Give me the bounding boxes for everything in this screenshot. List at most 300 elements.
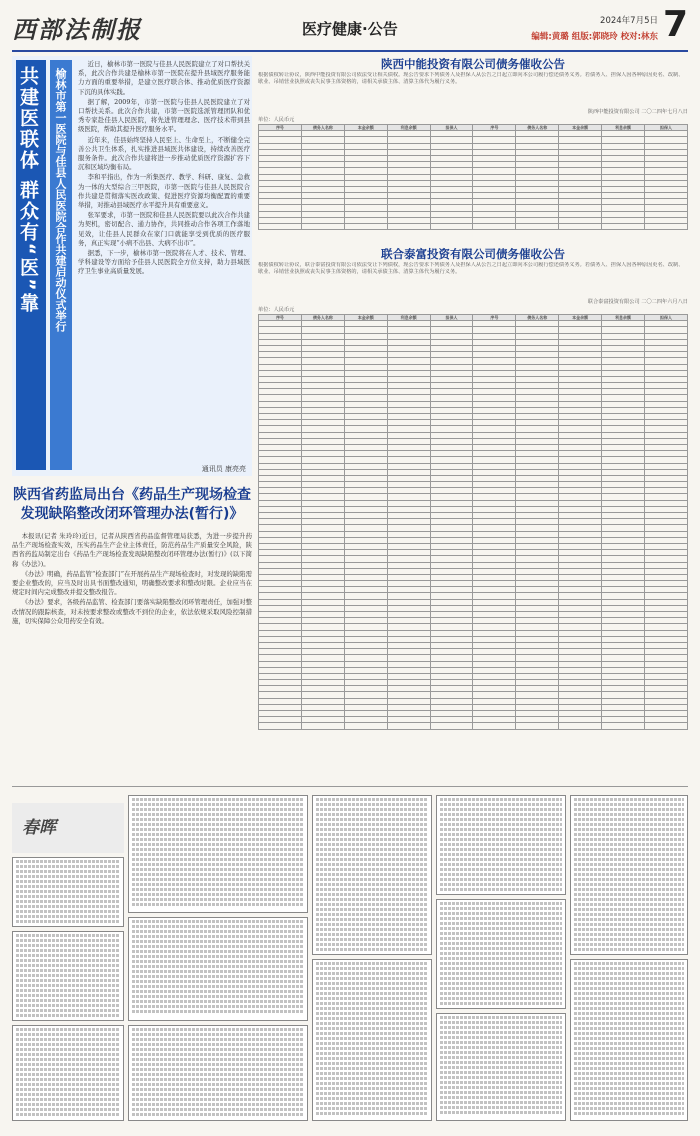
debt-table: [258, 124, 688, 230]
ad-text-line: [574, 1017, 684, 1020]
ad-text-line: [16, 1004, 120, 1007]
ad-text-line: [574, 1112, 684, 1115]
table-header: 债务人名称: [516, 315, 559, 321]
ad-text-line: [132, 1048, 304, 1051]
notice-intro: 根据债权转让协议，联合泰富投资有限公司依法受让下列债权，现公告要求下列债务人及担保人从公告之日起立即向本公司履行偿还债务义务。若债务人、担保人因各种原因更名、改制、歇业、吊销营业执照或丧失民事主体资格的，请相关承债主体、清算主体代为履行义务。: [258, 262, 684, 275]
article-body: [12, 532, 252, 772]
notice-table-wrap: [258, 314, 688, 754]
ad-text-line: [574, 1102, 684, 1105]
ad-text-line: [440, 1041, 562, 1044]
table-header: 序号: [473, 315, 516, 321]
table-cell: [473, 723, 516, 729]
ad-text-line: [574, 977, 684, 980]
ad-text-line: [316, 893, 428, 896]
table-cell: [344, 723, 387, 729]
ad-text-line: [574, 1042, 684, 1045]
ad-text-line: [132, 888, 304, 891]
ad-text-line: [132, 833, 304, 836]
ad-box: [12, 857, 124, 927]
ad-text-line: [440, 1091, 562, 1094]
notice-signature: 联合泰富投资有限公司 二〇二四年六月八日: [587, 299, 688, 305]
ad-text-line: [132, 803, 304, 806]
ad-text-line: [316, 1092, 428, 1095]
ad-text-line: [574, 853, 684, 856]
ad-text-line: [132, 975, 304, 978]
ad-text-line: [16, 974, 120, 977]
ad-text-line: [16, 1088, 120, 1091]
ad-text-line: [132, 920, 304, 923]
ad-text-line: [574, 1027, 684, 1030]
ad-text-line: [440, 967, 562, 970]
ad-text-line: [316, 848, 428, 851]
ad-text-line: [132, 1088, 304, 1091]
ad-text-line: [316, 933, 428, 936]
ad-text-line: [574, 928, 684, 931]
ad-text-line: [574, 838, 684, 841]
ad-text-line: [316, 828, 428, 831]
ad-text-line: [132, 818, 304, 821]
drug-regulation-article: [12, 486, 252, 776]
ad-text-line: [440, 912, 562, 915]
ad-text-line: [440, 1002, 562, 1005]
ad-text-line: [316, 908, 428, 911]
table-header: 本金余额: [559, 315, 602, 321]
ad-text-line: [574, 972, 684, 975]
ad-text-line: [316, 1072, 428, 1075]
ad-text-line: [16, 1043, 120, 1046]
article-headline: 陕西省药监局出台《药品生产现场检查发现缺陷整改闭环管理办法(暂行)》: [13, 487, 251, 522]
ad-text-line: [574, 1037, 684, 1040]
ad-text-line: [316, 923, 428, 926]
ad-text-line: [132, 798, 304, 801]
ad-text-line: [16, 1053, 120, 1056]
ad-text-line: [16, 915, 120, 918]
ad-text-line: [440, 838, 562, 841]
ad-text-line: [440, 888, 562, 891]
ad-text-line: [16, 1028, 120, 1031]
ad-text-line: [16, 1063, 120, 1066]
ad-text-line: [132, 843, 304, 846]
ad-text-line: [132, 935, 304, 938]
table-header: 序号: [473, 125, 516, 131]
ad-text-line: [316, 943, 428, 946]
ad-text-line: [440, 848, 562, 851]
page-number: 7: [662, 4, 688, 45]
debt-notice-1: [258, 56, 688, 236]
ad-text-line: [574, 1077, 684, 1080]
ad-box: [436, 795, 566, 895]
ad-text-line: [440, 972, 562, 975]
table-cell: [645, 224, 688, 230]
ad-text-line: [16, 1113, 120, 1116]
ad-text-line: [316, 833, 428, 836]
ad-text-line: [316, 823, 428, 826]
ad-text-line: [16, 1048, 120, 1051]
table-header: 序号: [259, 315, 302, 321]
ad-text-line: [132, 1043, 304, 1046]
ad-text-line: [132, 1098, 304, 1101]
ad-text-line: [440, 1036, 562, 1039]
ad-text-line: [132, 838, 304, 841]
ad-text-line: [574, 818, 684, 821]
ad-text-line: [132, 808, 304, 811]
ad-text-line: [16, 875, 120, 878]
ad-text-line: [132, 853, 304, 856]
ad-text-line: [16, 1078, 120, 1081]
ad-text-line: [132, 898, 304, 901]
ad-text-line: [132, 883, 304, 886]
ad-text-line: [440, 803, 562, 806]
ad-text-line: [132, 813, 304, 816]
ad-text-line: [132, 940, 304, 943]
ad-text-line: [132, 873, 304, 876]
ad-text-line: [440, 917, 562, 920]
hero-paragraph: 近年来，佳县始终坚持人民至上、生命至上，不断健全完善公共卫生体系，扎实推进县域医共体建设，持续改善医疗服务条件。此次合作共建将进一步推动优质医疗资源扩容下沉和区域均衡布局。: [78, 135, 250, 172]
ad-text-line: [316, 858, 428, 861]
ad-text-line: [574, 1007, 684, 1010]
ad-text-line: [132, 858, 304, 861]
hero-paragraph: 据了解，2009年，市第一医院与佳县人民医院建立了对口帮扶关系。此次合作共建，市第一医院选派管理团队和优秀专家赴佳县人民医院，将先进管理理念、医疗技术带到县级医院，帮助其提升医疗服务水平。: [78, 97, 250, 134]
ad-text-line: [440, 957, 562, 960]
ad-text-line: [16, 1098, 120, 1101]
hero-paragraph: 据悉，下一步，榆林市第一医院将在人才、技术、管理、学科建设等方面给予佳县人民医院全方位支持，助力县域医疗卫生事业高质量发展。: [78, 249, 250, 276]
ad-text-line: [574, 878, 684, 881]
table-header: 担保人: [645, 125, 688, 131]
ad-text-line: [132, 960, 304, 963]
ad-text-line: [316, 977, 428, 980]
ad-text-line: [440, 863, 562, 866]
ad-text-line: [440, 833, 562, 836]
ad-text-line: [574, 933, 684, 936]
ad-text-line: [132, 1083, 304, 1086]
table-header: 债务人名称: [301, 315, 344, 321]
ad-text-line: [316, 962, 428, 965]
table-header: 债务人名称: [301, 125, 344, 131]
ad-text-line: [440, 843, 562, 846]
ad-text-line: [132, 1053, 304, 1056]
ad-text-line: [574, 833, 684, 836]
ad-text-line: [440, 977, 562, 980]
ad-text-line: [16, 910, 120, 913]
table-cell: [602, 723, 645, 729]
ad-text-line: [574, 1032, 684, 1035]
ad-text-line: [574, 1087, 684, 1090]
ad-text-line: [574, 888, 684, 891]
ad-text-line: [440, 937, 562, 940]
ad-text-line: [574, 808, 684, 811]
editor-credits: 编辑:黄璐 组版:郭晓玲 校对:林东: [531, 32, 658, 42]
ad-text-line: [440, 853, 562, 856]
ad-box: [436, 899, 566, 1009]
ad-text-line: [440, 1096, 562, 1099]
ad-text-line: [316, 928, 428, 931]
ad-text-line: [132, 925, 304, 928]
ad-box: [570, 959, 688, 1121]
table-cell: [259, 224, 302, 230]
table-cell: [602, 224, 645, 230]
issue-date: 2024年7月5日: [600, 16, 658, 26]
ad-text-line: [16, 1073, 120, 1076]
notice-title: 联合泰富投资有限公司债务催收公告: [381, 247, 565, 261]
table-cell: [559, 224, 602, 230]
table-header: 利息余额: [602, 315, 645, 321]
ad-text-line: [574, 843, 684, 846]
ad-text-line: [16, 964, 120, 967]
ad-text-line: [440, 808, 562, 811]
ad-text-line: [16, 1009, 120, 1012]
ad-text-line: [574, 1092, 684, 1095]
ad-text-line: [574, 858, 684, 861]
ad-text-line: [316, 868, 428, 871]
table-header: 利息余额: [602, 125, 645, 131]
ad-text-line: [316, 913, 428, 916]
ad-text-line: [316, 1082, 428, 1085]
ad-text-line: [16, 900, 120, 903]
ad-text-line: [574, 1107, 684, 1110]
article-paragraph: 《办法》明确，药品监管“检查部门”在开展药品生产现场检查时，对发现的缺陷需要企业整改的，应当及时出具书面整改通知，明确整改要求和整改时限。企业应当在规定时间内完成整改并提交整改报告。: [12, 569, 252, 597]
ad-text-line: [132, 1113, 304, 1116]
ad-text-line: [16, 920, 120, 923]
ad-text-line: [440, 1081, 562, 1084]
ad-text-line: [316, 992, 428, 995]
ad-text-line: [574, 863, 684, 866]
ad-text-line: [440, 868, 562, 871]
ad-text-line: [16, 954, 120, 957]
ad-text-line: [574, 938, 684, 941]
ad-text-line: [574, 798, 684, 801]
ad-text-line: [132, 995, 304, 998]
ad-text-line: [574, 803, 684, 806]
table-row: [259, 723, 688, 729]
ad-text-line: [574, 813, 684, 816]
table-cell: [259, 723, 302, 729]
ad-text-line: [132, 950, 304, 953]
ad-text-line: [16, 979, 120, 982]
ad-text-line: [16, 895, 120, 898]
ad-text-line: [132, 863, 304, 866]
ad-text-line: [316, 1087, 428, 1090]
debt-notice-2: [258, 246, 688, 754]
ad-box: [12, 1025, 124, 1121]
ad-text-line: [132, 990, 304, 993]
ad-text-line: [316, 888, 428, 891]
ad-text-line: [132, 930, 304, 933]
ad-text-line: [132, 1033, 304, 1036]
ad-text-line: [574, 1062, 684, 1065]
ad-text-line: [316, 918, 428, 921]
notice-intro: 根据债权转让协议，陕西中能投资有限公司依法受让相关债权。现公告要求下列债务人及担保人从公告之日起立即向本公司履行偿还债务义务。若债务人、担保人因各种原因更名、改制、歇业、吊销营业执照或丧失民事主体资格的，请相关承债主体、清算主体代为履行义务。: [258, 72, 684, 85]
ad-text-line: [440, 932, 562, 935]
table-cell: [344, 224, 387, 230]
ad-text-line: [316, 1102, 428, 1105]
masthead: [12, 4, 688, 52]
ad-text-line: [440, 1046, 562, 1049]
ad-text-line: [574, 873, 684, 876]
ad-text-line: [574, 1082, 684, 1085]
ad-text-line: [574, 868, 684, 871]
table-header: 利息余额: [387, 125, 430, 131]
ad-text-line: [440, 878, 562, 881]
ad-text-line: [440, 962, 562, 965]
ad-text-line: [132, 1093, 304, 1096]
debt-table: [258, 314, 688, 730]
ad-text-line: [132, 1078, 304, 1081]
ad-text-line: [316, 798, 428, 801]
table-cell: [559, 723, 602, 729]
ad-text-line: [574, 898, 684, 901]
hero-paragraph: 近日，榆林市第一医院与佳县人民医院建立了对口帮扶关系，此次合作共建是榆林市第一医院在提升县域医疗服务能力方面的重要举措，是建立医疗联合体、推动优质医疗资源下沉的具体实践。: [78, 60, 250, 96]
ad-text-line: [574, 908, 684, 911]
ad-text-line: [16, 1108, 120, 1111]
ad-text-line: [132, 1073, 304, 1076]
table-cell: [387, 723, 430, 729]
table-header: 本金余额: [344, 315, 387, 321]
ad-text-line: [574, 967, 684, 970]
table-cell: [473, 224, 516, 230]
ad-text-line: [132, 1000, 304, 1003]
ad-text-line: [132, 1058, 304, 1061]
ad-text-line: [16, 865, 120, 868]
ad-text-line: [16, 949, 120, 952]
ad-text-line: [574, 1052, 684, 1055]
ad-text-line: [440, 1076, 562, 1079]
ad-text-line: [440, 922, 562, 925]
ad-box: [312, 795, 432, 955]
table-header: 本金余额: [559, 125, 602, 131]
ad-text-line: [316, 948, 428, 951]
table-header: 利息余额: [387, 315, 430, 321]
ad-text-line: [132, 970, 304, 973]
ad-text-line: [316, 898, 428, 901]
ad-text-line: [16, 1068, 120, 1071]
ad-text-line: [574, 997, 684, 1000]
classified-ads: [12, 786, 688, 1126]
ad-text-line: [16, 944, 120, 947]
ad-text-line: [440, 1106, 562, 1109]
ad-text-line: [574, 903, 684, 906]
ad-text-line: [316, 1047, 428, 1050]
ad-text-line: [316, 838, 428, 841]
ad-text-line: [574, 923, 684, 926]
table-cell: [645, 723, 688, 729]
ad-text-line: [16, 999, 120, 1002]
ad-text-line: [440, 1111, 562, 1114]
ad-text-line: [440, 952, 562, 955]
ad-text-line: [440, 1056, 562, 1059]
ad-text-line: [316, 987, 428, 990]
table-cell: [301, 224, 344, 230]
ad-text-line: [440, 828, 562, 831]
ad-text-line: [16, 1093, 120, 1096]
ad-text-line: [316, 873, 428, 876]
ad-text-line: [440, 997, 562, 1000]
ad-text-line: [132, 945, 304, 948]
ad-text-line: [16, 969, 120, 972]
ad-text-line: [316, 1037, 428, 1040]
hero-paragraph: 张军要求，市第一医院和佳县人民医院要以此次合作共建为契机，密切配合、通力协作，共同推动合作各项工作落地见效，让佳县人民群众在家门口就能享受到优质的医疗服务，真正实现“小病不出县、大病不出市”。: [78, 211, 250, 247]
ad-logo: 春晖: [22, 818, 56, 838]
notice-table-wrap: [258, 124, 688, 236]
ad-text-line: [574, 1067, 684, 1070]
hero-byline: 通讯员 康亮亮: [201, 465, 246, 473]
ad-text-line: [440, 1101, 562, 1104]
ad-text-line: [132, 965, 304, 968]
table-cell: [430, 224, 473, 230]
ad-text-line: [440, 1021, 562, 1024]
ad-box: [128, 917, 308, 1021]
ad-box: [570, 795, 688, 955]
ad-text-line: [316, 1017, 428, 1020]
ad-text-line: [16, 939, 120, 942]
ad-text-line: [16, 934, 120, 937]
ad-text-line: [132, 955, 304, 958]
hero-headline: 共建医联体 群众有“医”靠: [16, 60, 46, 470]
ad-text-line: [574, 1057, 684, 1060]
hero-paragraph: 李和平指出，作为一所集医疗、教学、科研、康复、急救为一体的大型综合三甲医院，市第一医院与佳县人民医院合作共建是贯彻落实医改政策、促进医疗资源均衡配置的重要举措，对推动县域医疗水平提升具有重要意义。: [78, 173, 250, 210]
ad-text-line: [574, 1002, 684, 1005]
ad-text-line: [16, 890, 120, 893]
ad-text-line: [316, 903, 428, 906]
ad-text-line: [574, 893, 684, 896]
ad-text-line: [316, 808, 428, 811]
table-cell: [516, 723, 559, 729]
ad-text-line: [316, 1042, 428, 1045]
ad-text-line: [132, 1005, 304, 1008]
ad-text-line: [440, 947, 562, 950]
ad-text-line: [132, 893, 304, 896]
ad-text-line: [440, 798, 562, 801]
ad-text-line: [132, 1010, 304, 1013]
ad-text-line: [316, 1062, 428, 1065]
ad-text-line: [574, 962, 684, 965]
ad-text-line: [316, 1067, 428, 1070]
ad-text-line: [132, 903, 304, 906]
ad-text-line: [574, 828, 684, 831]
ad-text-line: [440, 1086, 562, 1089]
ad-text-line: [574, 948, 684, 951]
hero-article: [12, 56, 252, 476]
left-column: [12, 56, 252, 776]
ad-text-line: [316, 1057, 428, 1060]
ad-text-line: [16, 905, 120, 908]
hero-subheadline: 榆林市第一医院与佳县人民医院合作共建启动仪式举行: [50, 60, 72, 470]
ad-text-line: [16, 1014, 120, 1017]
ad-text-line: [132, 1068, 304, 1071]
ad-text-line: [440, 992, 562, 995]
ad-text-line: [440, 987, 562, 990]
ad-text-line: [440, 902, 562, 905]
ad-text-line: [440, 982, 562, 985]
table-cell: [430, 723, 473, 729]
ad-text-line: [316, 982, 428, 985]
ad-text-line: [16, 1058, 120, 1061]
ad-text-line: [440, 813, 562, 816]
notice-unit: 单位：人民币元: [258, 307, 295, 313]
ad-text-line: [440, 1026, 562, 1029]
ad-text-line: [574, 823, 684, 826]
ad-text-line: [440, 1031, 562, 1034]
table-header: 债务人名称: [516, 125, 559, 131]
ad-text-line: [574, 1022, 684, 1025]
ad-text-line: [16, 994, 120, 997]
ad-text-line: [316, 1002, 428, 1005]
ad-box: [128, 1025, 308, 1121]
ad-text-line: [316, 803, 428, 806]
newspaper-logo: 西部法制报: [12, 15, 142, 44]
ad-text-line: [132, 848, 304, 851]
ad-text-line: [316, 818, 428, 821]
ad-text-line: [16, 880, 120, 883]
